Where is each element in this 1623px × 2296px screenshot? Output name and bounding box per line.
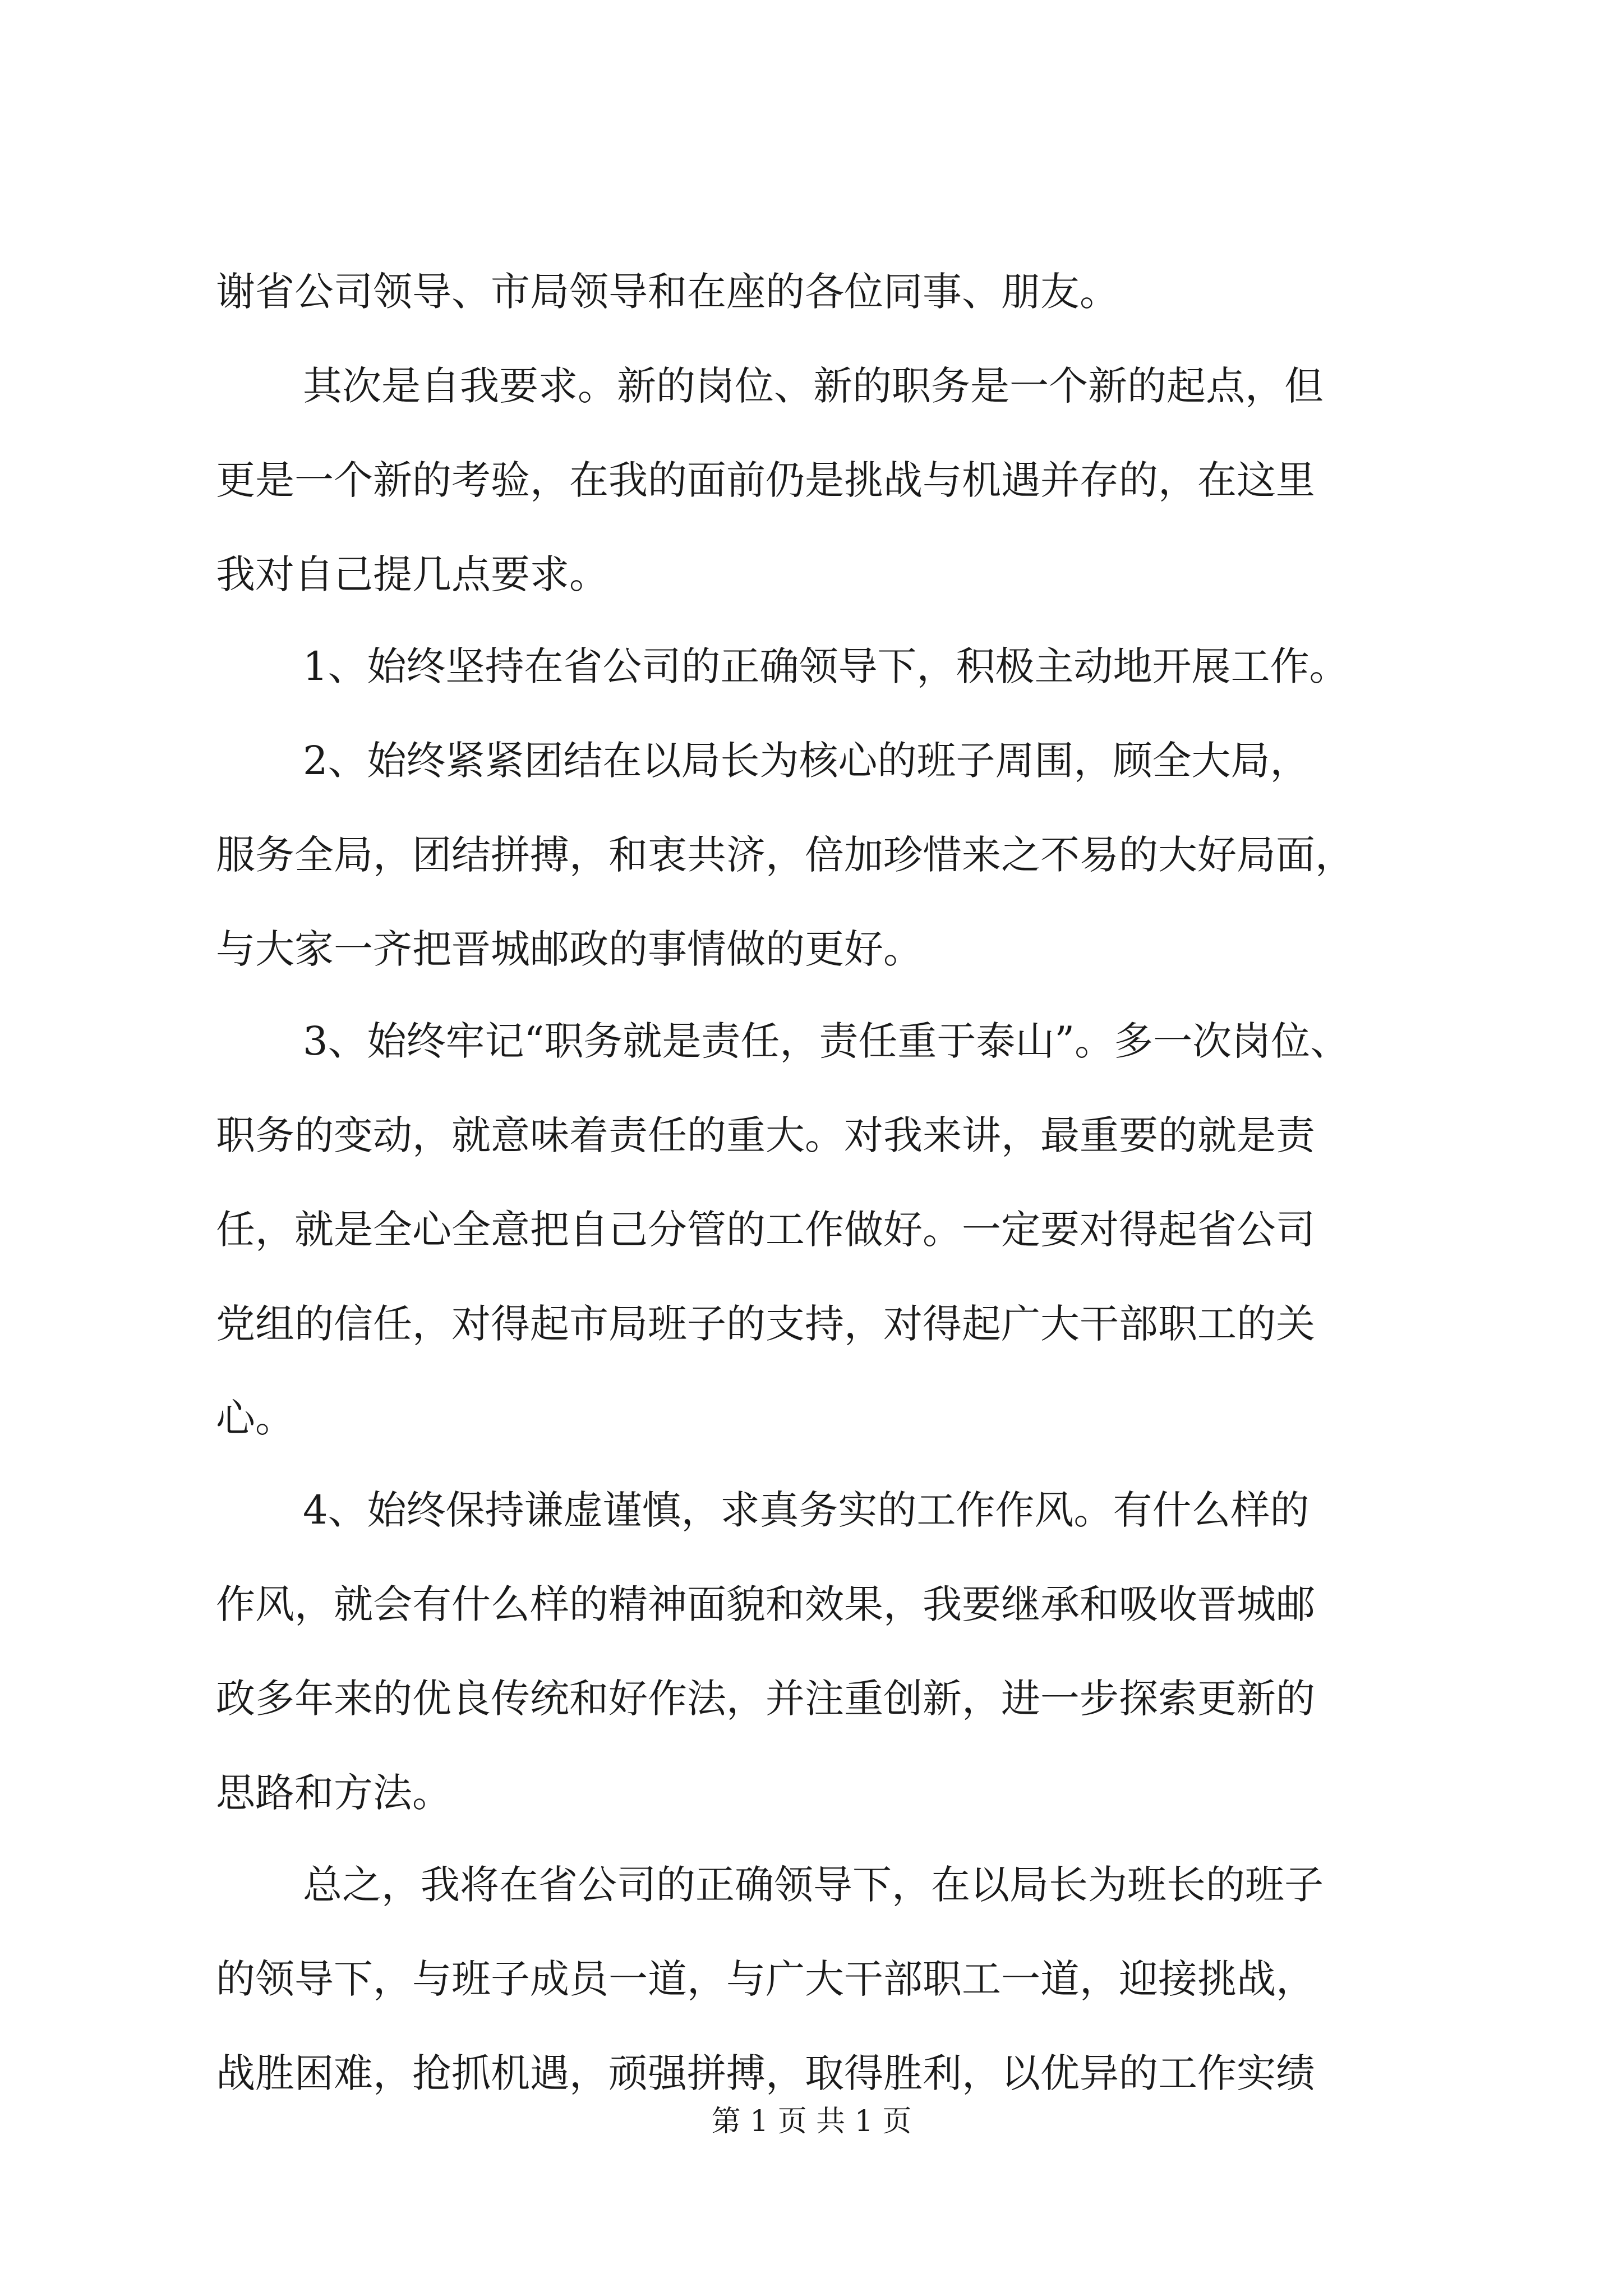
text-line-7: 服务全局，团结拼搏，和衷共济，倍加珍惜来之不易的大好局面， [216, 832, 1354, 878]
text-line-3: 更是一个新的考验，在我的面前仍是挑战与机遇并存的，在这里 [216, 457, 1315, 503]
text-line-20: 战胜困难，抢抓机遇，顽强拼搏，取得胜利，以优异的工作实绩 [216, 2050, 1315, 2096]
text-line-11: 任，就是全心全意把自己分管的工作做好。一定要对得起省公司 [216, 1207, 1315, 1253]
text-line-13: 心。 [216, 1395, 294, 1441]
text-line-18: 总之，我将在省公司的正确领导下，在以局长为班长的班子 [303, 1862, 1324, 1908]
text-line-14: 4、始终保持谦虚谨慎，求真务实的工作作风。有什么样的 [303, 1487, 1310, 1533]
text-line-4: 我对自己提几点要求。 [216, 551, 608, 597]
text-line-8: 与大家一齐把晋城邮政的事情做的更好。 [216, 926, 923, 972]
text-line-6: 2、始终紧紧团结在以局长为核心的班子周围，顾全大局， [303, 738, 1310, 784]
text-line-1: 谢省公司领导、市局领导和在座的各位同事、朋友。 [216, 269, 1119, 315]
text-line-16: 政多年来的优良传统和好作法，并注重创新，进一步探索更新的 [216, 1676, 1315, 1722]
text-line-15: 作风，就会有什么样的精神面貌和效果，我要继承和吸收晋城邮 [216, 1581, 1315, 1627]
page-footer: 第 1 页 共 1 页 [711, 2105, 912, 2138]
text-line-10: 职务的变动，就意味着责任的重大。对我来讲，最重要的就是责 [216, 1112, 1315, 1158]
text-line-17: 思路和方法。 [216, 1770, 451, 1816]
text-line-19: 的领导下，与班子成员一道，与广大干部职工一道，迎接挑战， [216, 1956, 1315, 2002]
text-line-9: 3、始终牢记“职务就是责任，责任重于泰山”。多一次岗位、 [303, 1018, 1350, 1064]
text-line-2: 其次是自我要求。新的岗位、新的职务是一个新的起点，但 [303, 363, 1324, 409]
text-line-5: 1、始终坚持在省公司的正确领导下，积极主动地开展工作。 [303, 643, 1349, 689]
text-line-12: 党组的信任，对得起市局班子的支持，对得起广大干部职工的关 [216, 1301, 1315, 1347]
